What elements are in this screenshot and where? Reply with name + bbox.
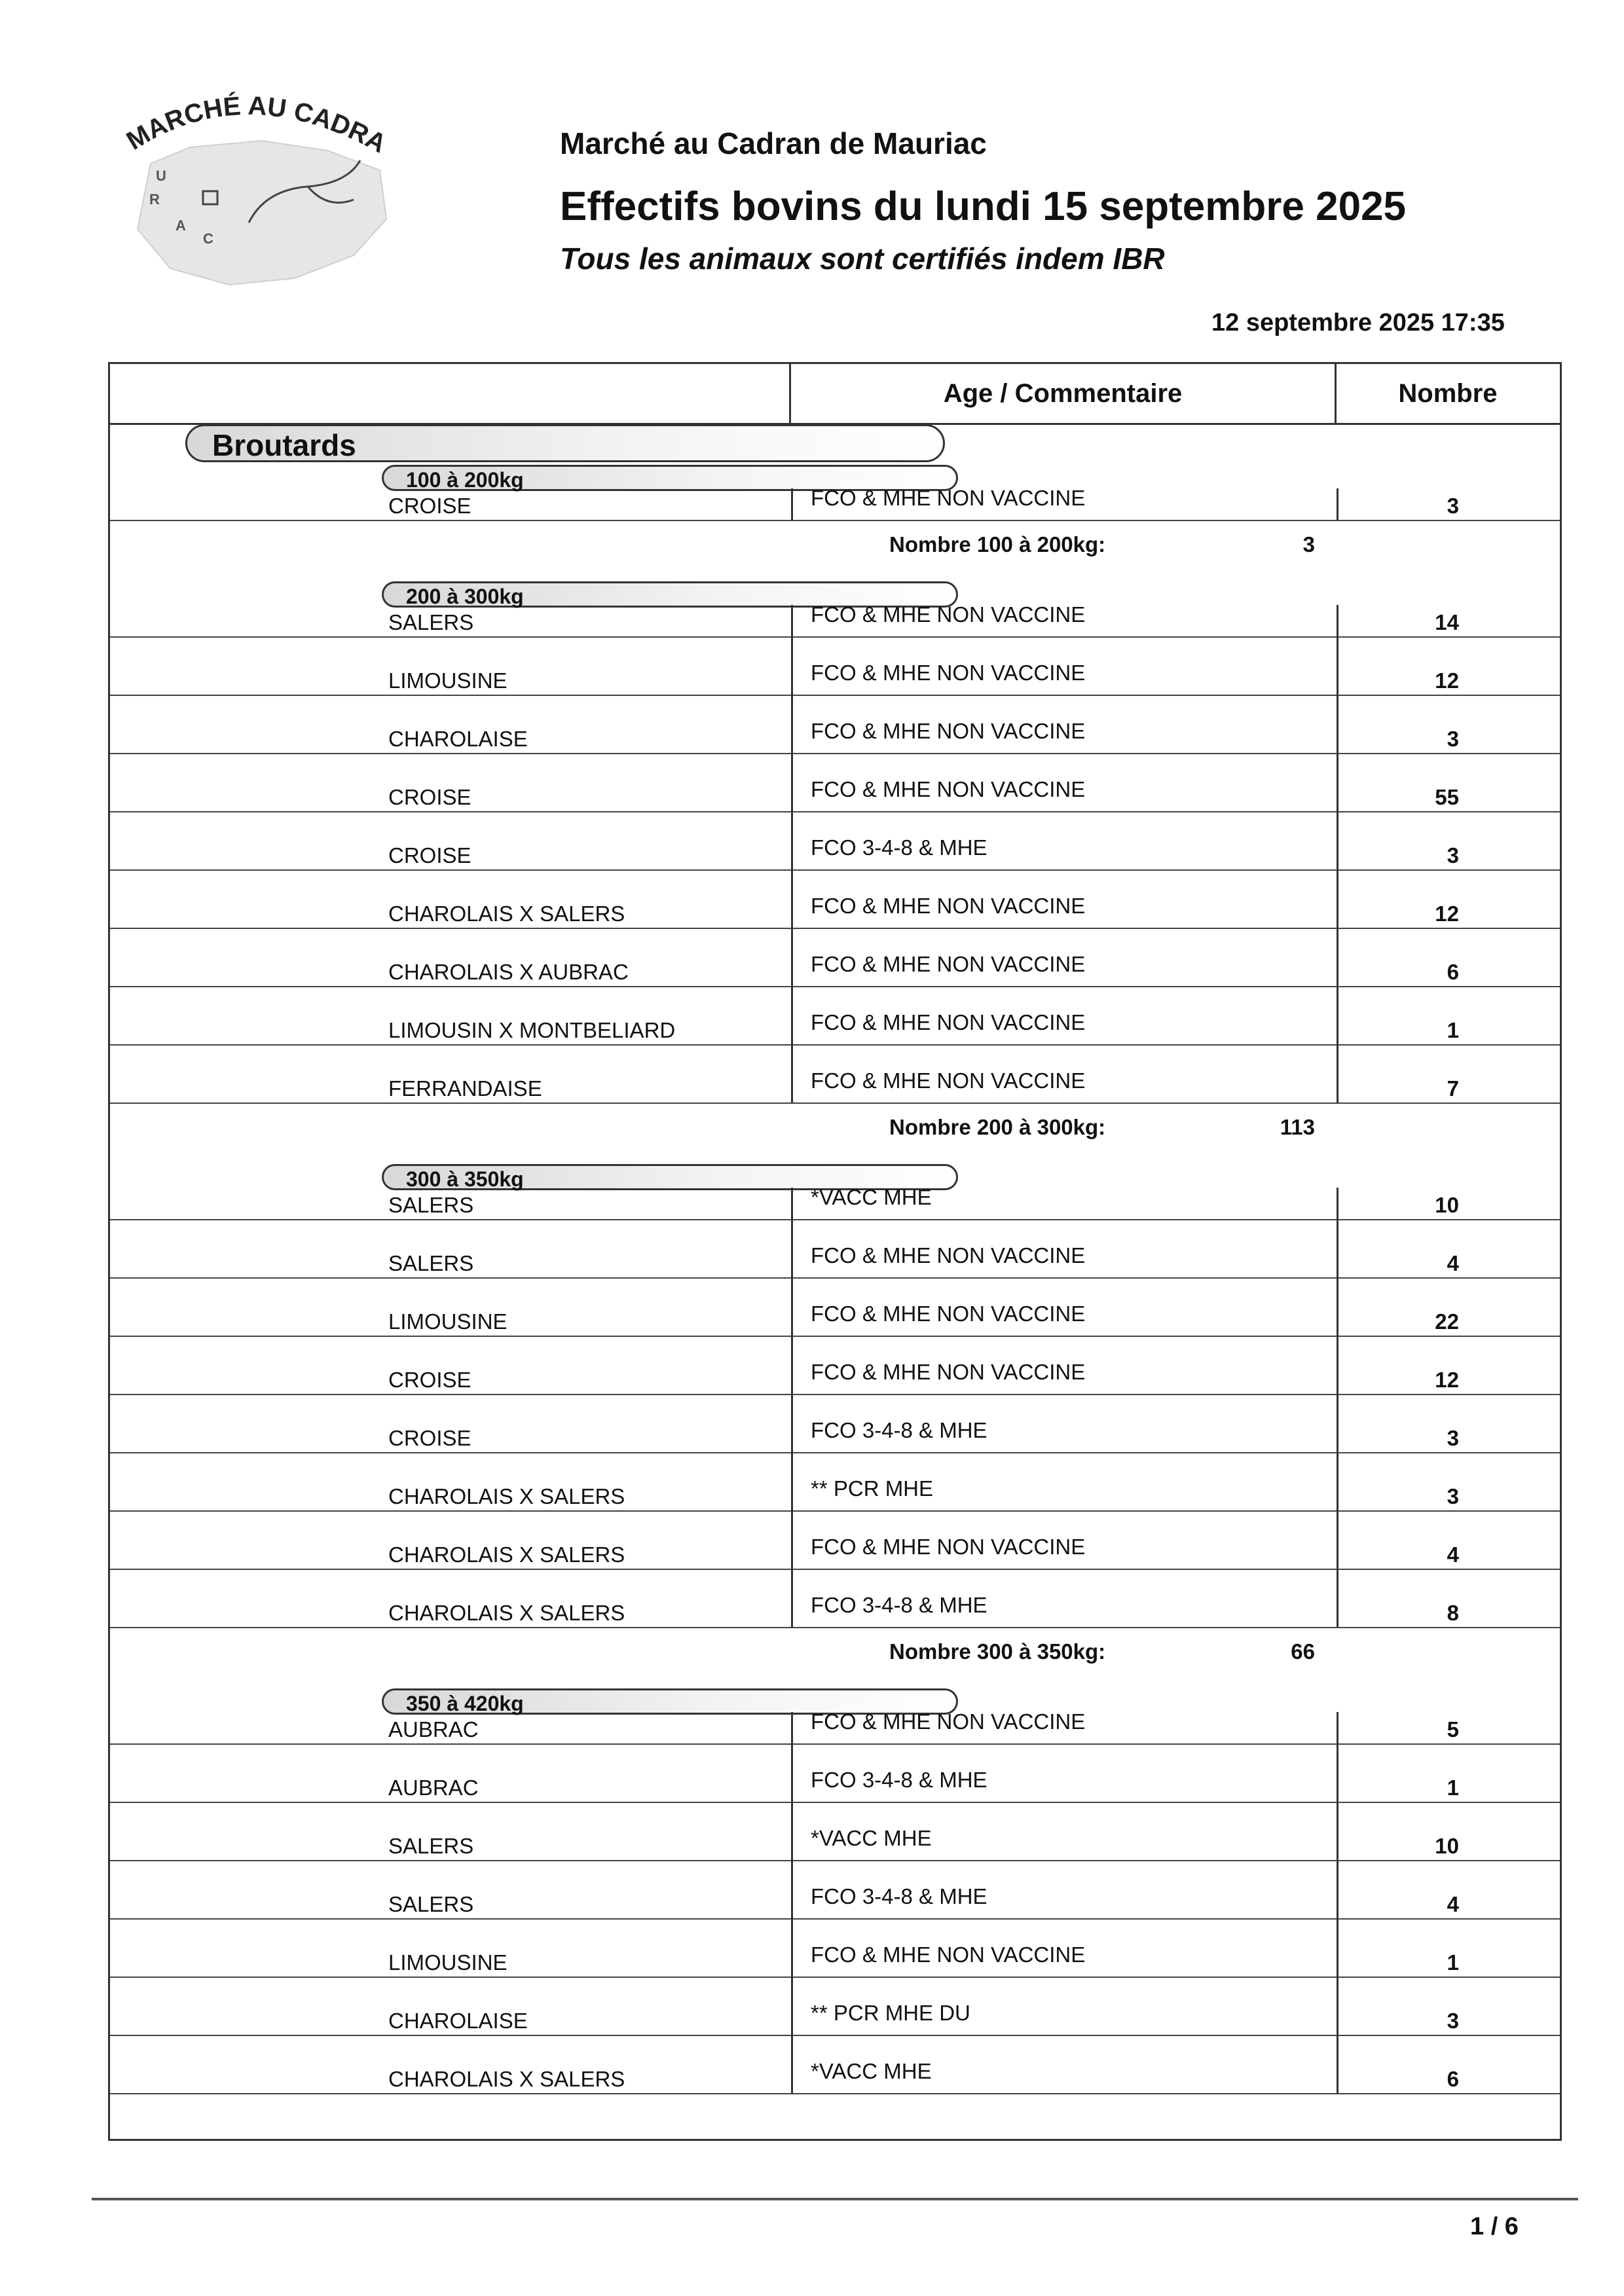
column-divider [1337,605,1338,1103]
table-row [110,870,1560,928]
breed-cell: LIMOUSINE [388,1950,507,1975]
count-cell: 12 [1435,668,1459,693]
table-row [110,1453,1560,1511]
comment-cell: *VACC MHE [811,1826,932,1850]
subtotal-value: 66 [1291,1639,1315,1664]
row-divider [110,1627,1560,1628]
count-cell: 1 [1447,1018,1459,1042]
weight-class-label-text: 100 à 200kg [406,468,524,492]
row-divider [110,520,1560,521]
category-label-text: Broutards [212,428,356,462]
count-cell: 6 [1447,960,1459,984]
comment-cell: FCO 3-4-8 & MHE [811,835,987,860]
breed-cell: CHAROLAIS X SALERS [388,902,625,926]
comment-cell: FCO 3-4-8 & MHE [811,1884,987,1908]
comment-cell: FCO & MHE NON VACCINE [811,661,1086,685]
count-cell: 3 [1447,2009,1459,2033]
count-cell: 12 [1435,1368,1459,1392]
weight-class-label-text: 200 à 300kg [406,585,524,608]
breed-cell: CHAROLAIS X SALERS [388,2067,625,2091]
column-divider [1337,1712,1338,2094]
breed-cell: CROISE [388,1426,471,1450]
breed-cell: CROISE [388,843,471,867]
table-row [110,928,1560,987]
breed-cell: SALERS [388,1834,474,1858]
weight-class-label-text: 350 à 420kg [406,1692,524,1715]
header-col-breed [110,364,791,423]
table-row [110,2035,1560,2094]
column-divider [791,1188,793,1628]
subtotal-value: 3 [1302,532,1315,556]
market-name: Marché au Cadran de Mauriac [560,126,987,160]
table-row [110,987,1560,1045]
comment-cell: ** PCR MHE DU [811,2001,970,2025]
count-cell: 4 [1447,1251,1459,1275]
count-cell: 10 [1435,1193,1459,1217]
category-label [185,424,945,462]
page-number: 1 / 6 [1470,2213,1519,2240]
table-row [110,637,1560,695]
breed-cell: LIMOUSINE [388,668,507,693]
comment-cell: FCO & MHE NON VACCINE [811,1942,1086,1967]
table-row [110,1161,1560,1220]
count-cell: 6 [1447,2067,1459,2091]
breed-cell: AUBRAC [388,1776,479,1800]
count-cell: 3 [1447,494,1459,518]
table-row [110,1336,1560,1394]
count-cell: 14 [1435,610,1459,634]
comment-cell: FCO & MHE NON VACCINE [811,1360,1086,1384]
table-row [110,754,1560,812]
comment-cell: FCO & MHE NON VACCINE [811,1010,1086,1034]
comment-cell: FCO & MHE NON VACCINE [811,777,1086,801]
count-cell: 1 [1447,1776,1459,1800]
row-divider [110,1102,1560,1104]
breed-cell: AUBRAC [388,1717,479,1741]
subtotal-label: Nombre 100 à 200kg: [889,532,1106,556]
logo-letter-u: U [156,168,166,184]
comment-cell: FCO & MHE NON VACCINE [811,1535,1086,1559]
table-row [110,462,1560,520]
table-row [110,1686,1560,1744]
header-divider [789,364,791,423]
table-row [110,1744,1560,1802]
comment-cell: FCO & MHE NON VACCINE [811,952,1086,976]
count-cell: 4 [1447,1542,1459,1567]
breed-cell: CHAROLAIS X AUBRAC [388,960,629,984]
breed-cell: CHAROLAIS X SALERS [388,1484,625,1508]
count-cell: 3 [1447,727,1459,751]
map-shape [138,141,386,285]
comment-cell: FCO 3-4-8 & MHE [811,1593,987,1617]
comment-cell: FCO & MHE NON VACCINE [811,719,1086,743]
footer-divider [92,2198,1578,2200]
header-divider [1335,364,1337,423]
table-row [110,579,1560,637]
column-divider [1337,488,1338,520]
logo-letter-c: C [203,230,213,247]
count-cell: 5 [1447,1717,1459,1741]
count-cell: 55 [1435,785,1459,809]
breed-cell: LIMOUSINE [388,1309,507,1334]
header-col-count: Nombre [1398,379,1498,408]
count-cell: 12 [1435,902,1459,926]
table-row [110,1861,1560,1919]
count-cell: 22 [1435,1309,1459,1334]
breed-cell: CHAROLAIS X SALERS [388,1601,625,1625]
comment-cell: FCO 3-4-8 & MHE [811,1418,987,1442]
column-divider [791,488,793,520]
breed-cell: SALERS [388,1251,474,1275]
count-cell: 1 [1447,1950,1459,1975]
breed-cell: SALERS [388,1892,474,1916]
table-row [110,1220,1560,1278]
weight-class-label-text: 300 à 350kg [406,1167,524,1191]
comment-cell: FCO 3-4-8 & MHE [811,1768,987,1792]
breed-cell: CHAROLAIS X SALERS [388,1542,625,1567]
breed-cell: CHAROLAISE [388,727,528,751]
count-cell: 3 [1447,1426,1459,1450]
subtotal-label: Nombre 300 à 350kg: [889,1639,1106,1664]
subtotal-label: Nombre 200 à 300kg: [889,1115,1106,1139]
comment-cell: *VACC MHE [811,2059,932,2083]
cattle-table [108,362,1562,2141]
breed-cell: CROISE [388,1368,471,1392]
table-row [110,1802,1560,1861]
page-title: Effectifs bovins du lundi 15 septembre 2025 [560,184,1407,229]
header-col-comment: Age / Commentaire [943,379,1183,408]
breed-cell: FERRANDAISE [388,1076,542,1101]
count-cell: 7 [1447,1076,1459,1101]
breed-cell: CHAROLAISE [388,2009,528,2033]
count-cell: 4 [1447,1892,1459,1916]
table-row [110,1045,1560,1103]
breed-cell: SALERS [388,610,474,634]
table-header [110,364,1560,425]
subtotal-value: 113 [1280,1115,1315,1139]
breed-cell: CROISE [388,785,471,809]
logo-letter-r: R [149,191,160,208]
column-divider [1337,1188,1338,1628]
count-cell: 3 [1447,843,1459,867]
column-divider [791,1712,793,2094]
breed-cell: LIMOUSIN X MONTBELIARD [388,1018,676,1042]
ibr-tagline: Tous les animaux sont certifiés indem IBR [560,242,1165,276]
comment-cell: FCO & MHE NON VACCINE [811,1243,1086,1267]
count-cell: 10 [1435,1834,1459,1858]
logo-letter-a: A [175,217,186,234]
comment-cell: FCO & MHE NON VACCINE [811,894,1086,918]
table-row [110,1977,1560,2035]
comment-cell: ** PCR MHE [811,1476,934,1501]
market-logo [111,79,399,295]
count-cell: 8 [1447,1601,1459,1625]
table-row [110,1394,1560,1453]
comment-cell: FCO & MHE NON VACCINE [811,486,1086,510]
table-row [110,812,1560,870]
comment-cell: *VACC MHE [811,1185,932,1209]
breed-cell: SALERS [388,1193,474,1217]
comment-cell: FCO & MHE NON VACCINE [811,1302,1086,1326]
print-date: 12 septembre 2025 17:35 [1211,309,1505,337]
comment-cell: FCO & MHE NON VACCINE [811,1068,1086,1093]
row-divider [110,2093,1560,2094]
logo-arc-text: MARCHÉ AU CADRA [121,91,392,159]
table-row [110,1919,1560,1977]
table-row [110,1278,1560,1336]
column-divider [791,605,793,1103]
comment-cell: FCO & MHE NON VACCINE [811,1709,1086,1734]
count-cell: 3 [1447,1484,1459,1508]
breed-cell: CROISE [388,494,471,518]
table-row [110,1511,1560,1569]
comment-cell: FCO & MHE NON VACCINE [811,602,1086,627]
table-row [110,1569,1560,1628]
table-row [110,695,1560,754]
